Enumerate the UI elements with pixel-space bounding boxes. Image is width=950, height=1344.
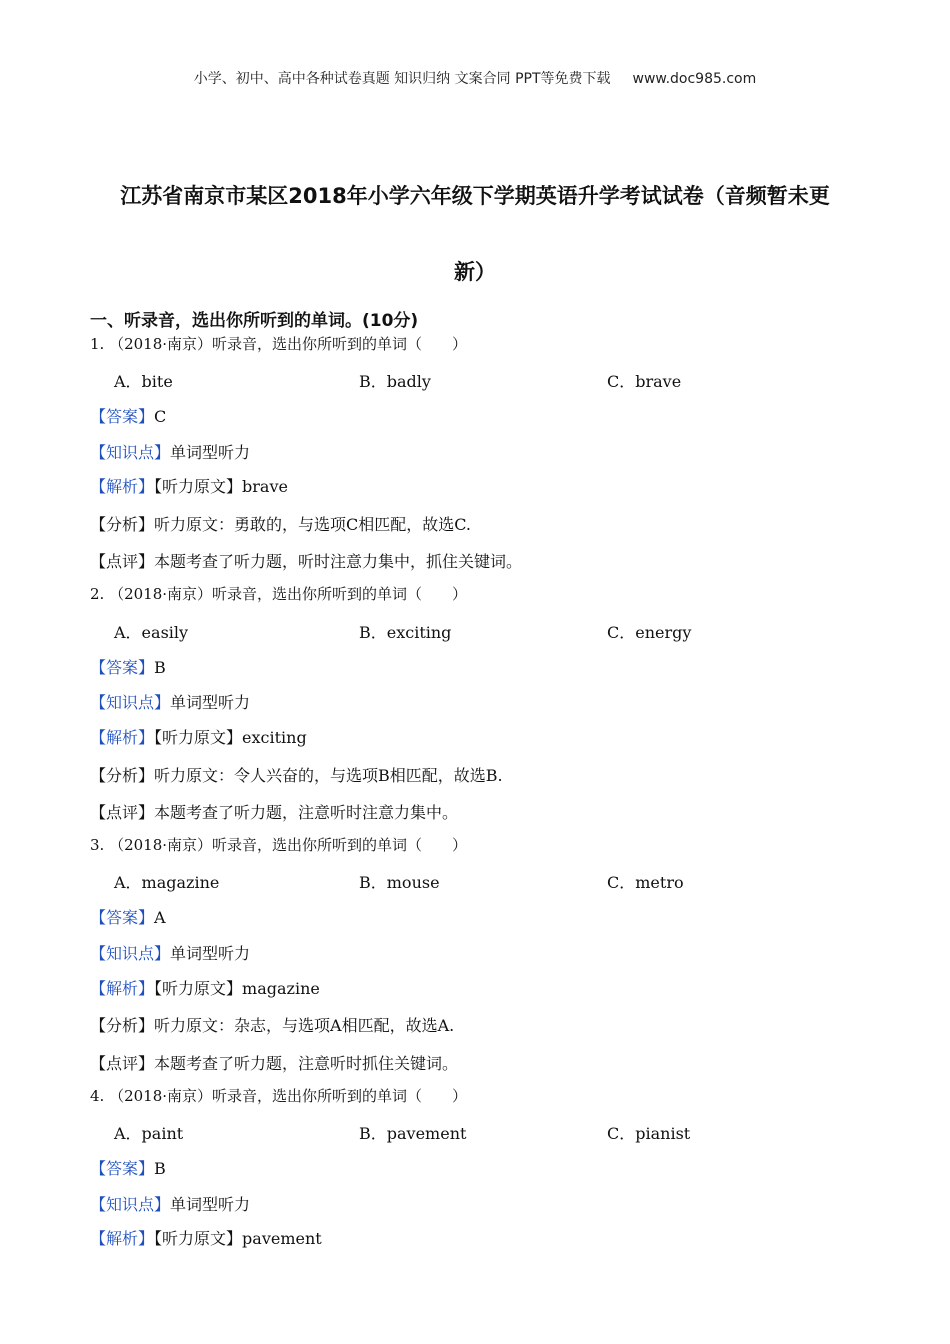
knowledge-line <box>90 690 250 713</box>
answer-value: B <box>154 658 166 677</box>
knowledge-label: 【知识点】 <box>90 1195 171 1214</box>
audio-label: 【听力原文】 <box>154 979 243 998</box>
fenxi-text: 听力原文：令人兴奋的，与选项B相匹配，故选B. <box>154 766 503 785</box>
fenxi-line <box>90 763 503 786</box>
header-text: 小学、初中、高中各种试卷真题 知识归纳 文案合同 PPT等免费下载 <box>193 71 611 87</box>
option-b: B．mouse <box>359 873 440 892</box>
question-stem: 3. （2018·南京）听录音，选出你所听到的单词（ ） <box>90 836 468 854</box>
audio-label: 【听力原文】 <box>154 728 243 747</box>
answer-label: 【答案】 <box>90 658 155 677</box>
question-stem: 1. （2018·南京）听录音，选出你所听到的单词（ ） <box>90 335 468 353</box>
answer-line <box>90 404 166 427</box>
knowledge-value: 单词型听力 <box>170 443 251 462</box>
comment-label: 【点评】 <box>90 1054 155 1073</box>
knowledge-line <box>90 440 250 463</box>
comment-text: 本题考查了听力题，注意听时注意力集中。 <box>154 803 459 822</box>
answer-line <box>90 655 166 678</box>
analysis-label: 【解析】 <box>90 477 155 496</box>
option-a: A．bite <box>114 372 173 391</box>
audio-text: magazine <box>242 979 320 998</box>
fenxi-line <box>90 512 471 535</box>
page-header <box>0 68 950 88</box>
analysis-line <box>90 725 307 748</box>
knowledge-line <box>90 941 250 964</box>
answer-line <box>90 905 166 928</box>
header-site-link[interactable]: www.doc985.com <box>632 71 757 87</box>
knowledge-line <box>90 1192 250 1215</box>
option-b: B．exciting <box>359 623 452 642</box>
comment-label: 【点评】 <box>90 803 155 822</box>
audio-label: 【听力原文】 <box>154 1229 243 1248</box>
option-a: A．magazine <box>114 873 220 892</box>
fenxi-label: 【分析】 <box>90 766 155 785</box>
comment-line <box>90 800 458 823</box>
option-b: B．badly <box>359 372 431 391</box>
section-heading: 一、听录音，选出你所听到的单词。(10分) <box>90 311 419 331</box>
question-stem: 4. （2018·南京）听录音，选出你所听到的单词（ ） <box>90 1087 468 1105</box>
analysis-label: 【解析】 <box>90 979 155 998</box>
knowledge-label: 【知识点】 <box>90 944 171 963</box>
knowledge-label: 【知识点】 <box>90 443 171 462</box>
analysis-line <box>90 1226 322 1249</box>
answer-label: 【答案】 <box>90 1159 155 1178</box>
comment-text: 本题考查了听力题，注意听时抓住关键词。 <box>154 1054 459 1073</box>
page-title: 江苏省南京市某区2018年小学六年级下学期英语升学考试试卷（音频暂未更 <box>120 184 830 208</box>
fenxi-label: 【分析】 <box>90 1016 155 1035</box>
answer-line <box>90 1156 166 1179</box>
fenxi-text: 听力原文：勇敢的，与选项C相匹配，故选C. <box>154 515 472 534</box>
analysis-label: 【解析】 <box>90 1229 155 1248</box>
analysis-label: 【解析】 <box>90 728 155 747</box>
option-c: C．energy <box>607 623 692 642</box>
comment-label: 【点评】 <box>90 552 155 571</box>
knowledge-value: 单词型听力 <box>170 693 251 712</box>
answer-value: B <box>154 1159 166 1178</box>
option-b: B．pavement <box>359 1124 467 1143</box>
audio-label: 【听力原文】 <box>154 477 243 496</box>
knowledge-value: 单词型听力 <box>170 1195 251 1214</box>
comment-line <box>90 1051 458 1074</box>
option-a: A．easily <box>114 623 189 642</box>
answer-label: 【答案】 <box>90 407 155 426</box>
audio-text: exciting <box>242 728 307 747</box>
comment-text: 本题考查了听力题，听时注意力集中，抓住关键词。 <box>154 552 523 571</box>
page-title-continued: 新） <box>454 260 496 284</box>
knowledge-value: 单词型听力 <box>170 944 251 963</box>
comment-line <box>90 549 522 572</box>
analysis-line <box>90 976 320 999</box>
option-c: C．brave <box>607 372 682 391</box>
answer-value: A <box>154 908 166 927</box>
knowledge-label: 【知识点】 <box>90 693 171 712</box>
answer-label: 【答案】 <box>90 908 155 927</box>
option-c: C．metro <box>607 873 684 892</box>
question-stem: 2. （2018·南京）听录音，选出你所听到的单词（ ） <box>90 585 468 603</box>
answer-value: C <box>154 407 167 426</box>
option-a: A．paint <box>114 1124 184 1143</box>
fenxi-label: 【分析】 <box>90 515 155 534</box>
fenxi-line <box>90 1013 454 1036</box>
option-c: C．pianist <box>607 1124 691 1143</box>
fenxi-text: 听力原文：杂志，与选项A相匹配，故选A. <box>154 1016 455 1035</box>
analysis-line <box>90 474 288 497</box>
audio-text: brave <box>242 477 288 496</box>
audio-text: pavement <box>242 1229 322 1248</box>
